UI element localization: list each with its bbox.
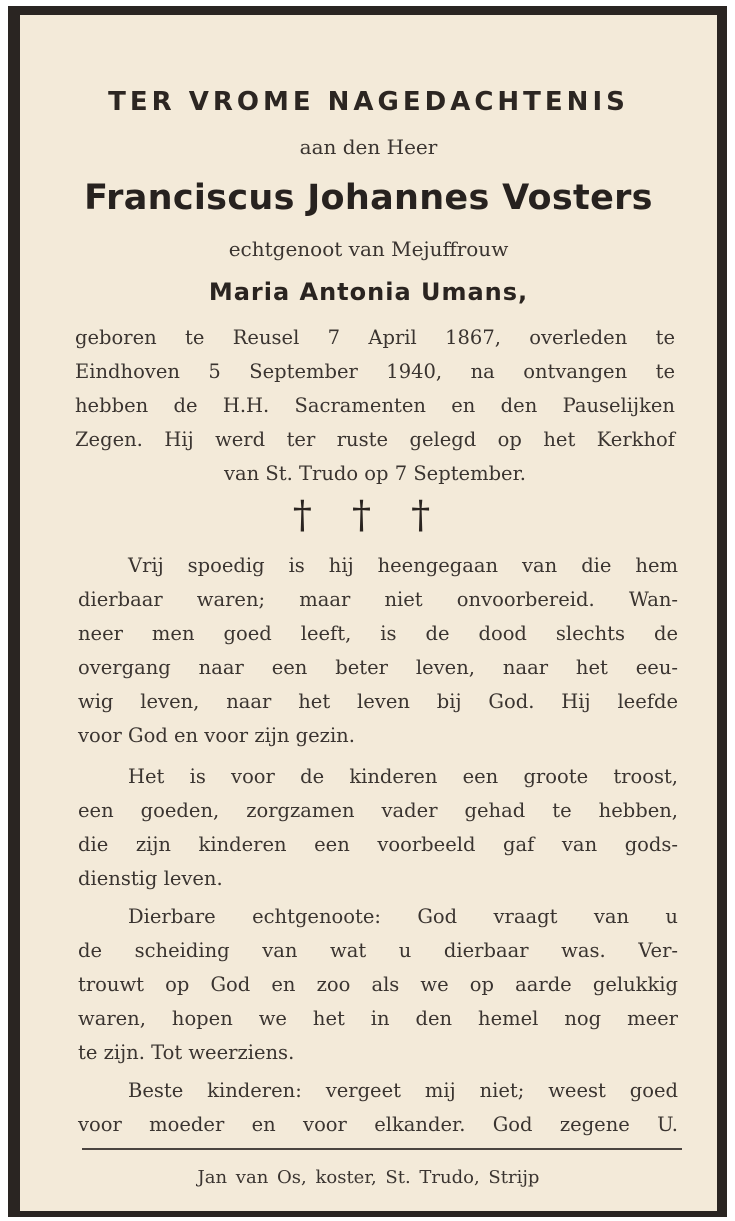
text-line: te zijn. Tot weerziens. (78, 1041, 295, 1064)
text-line: Beste kinderen: vergeet mij niet; weest goed (128, 1079, 678, 1102)
paragraph-3 (78, 900, 678, 1070)
text-line: een goeden, zorgzamen vader gehad te hebben, (78, 799, 678, 822)
bio-line: Eindhoven 5 September 1940, na ontvangen te (75, 360, 675, 383)
text-line: trouwt op God en zoo als we op aarde gelukkig (78, 973, 678, 996)
spouse-intro: echtgenoot van Mejuffrouw (228, 237, 509, 261)
text-line: dierbaar waren; maar niet onvoorbereid. Wan- (78, 588, 678, 611)
text-line: voor God en voor zijn gezin. (78, 724, 355, 747)
deceased-name: Franciscus Johannes Vosters (84, 178, 653, 218)
text-line: de scheiding van wat u dierbaar was. Ver- (78, 939, 678, 962)
text-line: Vrij spoedig is hij heengegaan van die hem (128, 554, 678, 577)
bio-line: geboren te Reusel 7 April 1867, overleden te (75, 326, 675, 349)
biography-block (75, 321, 675, 491)
text-line: voor moeder en voor elkander. God zegene U. (78, 1113, 678, 1136)
paragraph-1 (78, 549, 678, 753)
text-line: wig leven, naar het leven bij God. Hij leefde (78, 690, 678, 713)
memorial-card (8, 6, 727, 1217)
card-heading: TER VROME NAGEDACHTENIS (108, 87, 629, 117)
text-line: Het is voor de kinderen een groote troost, (128, 765, 678, 788)
text-line: die zijn kinderen een voorbeeld gaf van gods- (78, 833, 678, 856)
printer-credit: Jan van Os, koster, St. Trudo, Strijp (197, 1167, 540, 1188)
bio-line: hebben de H.H. Sacramenten en den Pauselijken (75, 394, 675, 417)
bio-line: van St. Trudo op 7 September. (224, 462, 526, 485)
intro-line: aan den Heer (299, 135, 438, 159)
text-line: Dierbare echtgenoote: God vraagt van u (128, 905, 678, 928)
text-line: neer men goed leeft, is de dood slechts de (78, 622, 678, 645)
bio-line: Zegen. Hij werd ter ruste gelegd op het Kerkhof (75, 428, 675, 451)
three-crosses-icon: † † † (292, 493, 445, 537)
paragraph-2 (78, 760, 678, 896)
spouse-name: Maria Antonia Umans, (208, 278, 529, 306)
text-line: waren, hopen we het in den hemel nog meer (78, 1007, 678, 1030)
text-line: overgang naar een beter leven, naar het eeu- (78, 656, 678, 679)
text-line: dienstig leven. (78, 867, 223, 890)
paragraph-4 (78, 1074, 678, 1142)
divider (82, 1148, 682, 1150)
